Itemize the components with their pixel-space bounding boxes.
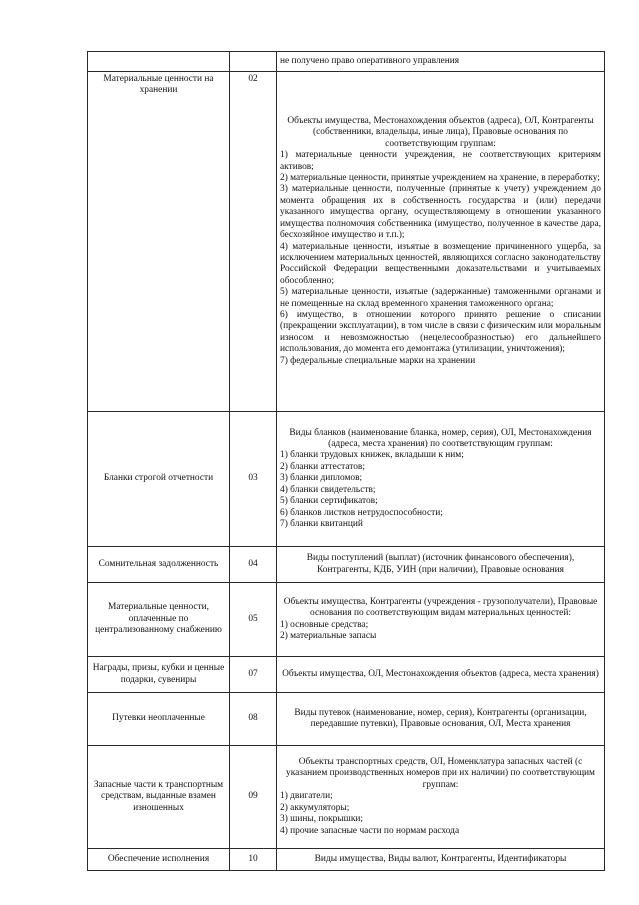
description-heading: Виды бланков (наименование бланка, номер, серия), ОЛ, Местонахождения (адреса, места хранения) по соответствующим группам: [289,427,592,450]
description-heading: Объекты имущества, Местонахождения объектов (адреса), ОЛ, Контрагенты (собственники, владельцы, иные лица), Правовые основания по соответствующим группам: [287,116,594,149]
description-list-item: 6) бланков листков нетрудоспособности; [280,507,443,518]
description-heading: Объекты имущества, ОЛ, Местонахождения объектов (адреса, места хранения) [282,668,599,679]
account-name-cell: Запасные части к транспортным средствам, выданные взамен изношенных [88,746,230,849]
account-code-cell: 07 [230,657,277,693]
description-list-item: 5) материальные ценности, изъятые (задержанные) таможенными органами и не помещенные на склад временного хранения таможенного органа; [280,287,601,309]
account-name-cell [88,52,230,72]
analytics-description-cell [277,657,605,693]
account-code-cell [230,52,277,72]
table-row [88,693,605,746]
account-name-cell: Материальные ценности на хранении [88,72,230,412]
account-code-cell: 10 [230,849,277,871]
account-name-cell: Путевки неоплаченные [88,693,230,746]
table-row [88,547,605,583]
description-list-item: 4) бланки свидетельств; [280,484,376,495]
table-row [88,412,605,547]
description-list-item: 1) основные средства; [280,619,369,630]
description-list-item: 7) федеральные специальные марки на хранении [280,355,476,366]
analytics-description-cell [277,52,605,72]
description-heading: Виды поступлений (выплат) (источник финансового обеспечения), Контрагенты, КДБ, УИН (при наличии), Правовые основания [306,553,575,575]
account-name-cell: Награды, призы, кубки и ценные подарки, сувениры [88,657,230,693]
analytics-description-cell [277,547,605,583]
analytics-description-cell [277,72,605,412]
analytics-description-cell [277,583,605,657]
table-row [88,657,605,693]
account-name-cell: Обеспечение исполнения [88,849,230,871]
analytics-description-cell [277,746,605,849]
description-list-item: 4) прочие запасные части по нормам расхода [280,825,460,836]
description-heading: Объекты транспортных средств, ОЛ, Номенклатура запасных частей (с указанием производственных номеров при их наличии) по соответствующим группам: [286,757,595,790]
account-code-cell: 04 [230,547,277,583]
description-list-item: 7) бланки квитанций [280,518,363,529]
description-list-item: 1) материальные ценности учреждения, не соответствующих критериям активов; [280,150,601,172]
accounts-table [87,51,605,871]
description-list-item: 2) аккумуляторы; [280,802,350,813]
description-heading: Виды имущества, Виды валют, Контрагенты, Идентификаторы [314,853,567,864]
description-list-item: 2) материальные запасы [280,630,377,641]
table-row [88,52,605,72]
description-list-item: 1) двигатели; [280,791,333,802]
description-list-item: 2) бланки аттестатов; [280,461,365,472]
account-name-cell: Бланки строгой отчетности [88,412,230,547]
analytics-description-cell [277,412,605,547]
analytics-description-cell [277,849,605,871]
description-list-item: 4) материальные ценности, изъятые в возмещение причиненного ущерба, за исключением материальных ценностей, являющихся согласно законодательству Российской Федерации вещественными доказательствами и учитываемых обособленно; [280,241,601,286]
description-heading: не получено право оперативного управления [280,55,460,66]
description-list-item: 1) бланки трудовых книжек, вкладыши к ним; [280,450,464,461]
description-list-item: 3) материальные ценности, полученные (принятые к учету) учреждением до момента обращения их в собственность государства и (или) передачи указанного имущества органу, осуществляющему в отношении указанного имущества полномочия собственника (имущество, полученное в качестве дара, бесхозяйное имущество и т.п.); [280,184,601,241]
analytics-description-cell [277,693,605,746]
description-list-item: 3) бланки дипломов; [280,473,363,484]
description-list-item: 2) материальные ценности, принятые учреждением на хранение, в переработку; [280,173,600,184]
description-heading: Объекты имущества, Контрагенты (учреждения - грузополучатели), Правовые основания по соответствующим видам материальных ценностей: [283,596,598,619]
description-list-item: 5) бланки сертификатов; [280,496,378,507]
account-code-cell: 05 [230,583,277,657]
table-row [88,849,605,871]
description-heading: Виды путевок (наименование, номер, серия), Контрагенты (организации, передавшие путевки), Правовые основания, ОЛ, Места хранения [294,707,587,729]
table-row [88,72,605,412]
description-list-item: 6) имущество, в отношении которого принято решение о списании (прекращении эксплуатации), в том числе в связи с физическим или моральным износом и невозможностью (нецелесообразностью) его дальнейшего использования, до момента его демонтажа (утилизации, уничтожения); [280,309,601,355]
account-name-cell: Сомнительная задолженность [88,547,230,583]
accounts-table-body [88,52,605,871]
table-row [88,746,605,849]
account-code-cell: 09 [230,746,277,849]
description-list-item: 3) шины, покрышки; [280,814,364,825]
account-code-cell: 08 [230,693,277,746]
account-name-cell: Материальные ценности, оплаченные по централизованному снабжению [88,583,230,657]
account-code-cell: 03 [230,412,277,547]
account-code-cell: 02 [230,72,277,412]
table-row [88,583,605,657]
